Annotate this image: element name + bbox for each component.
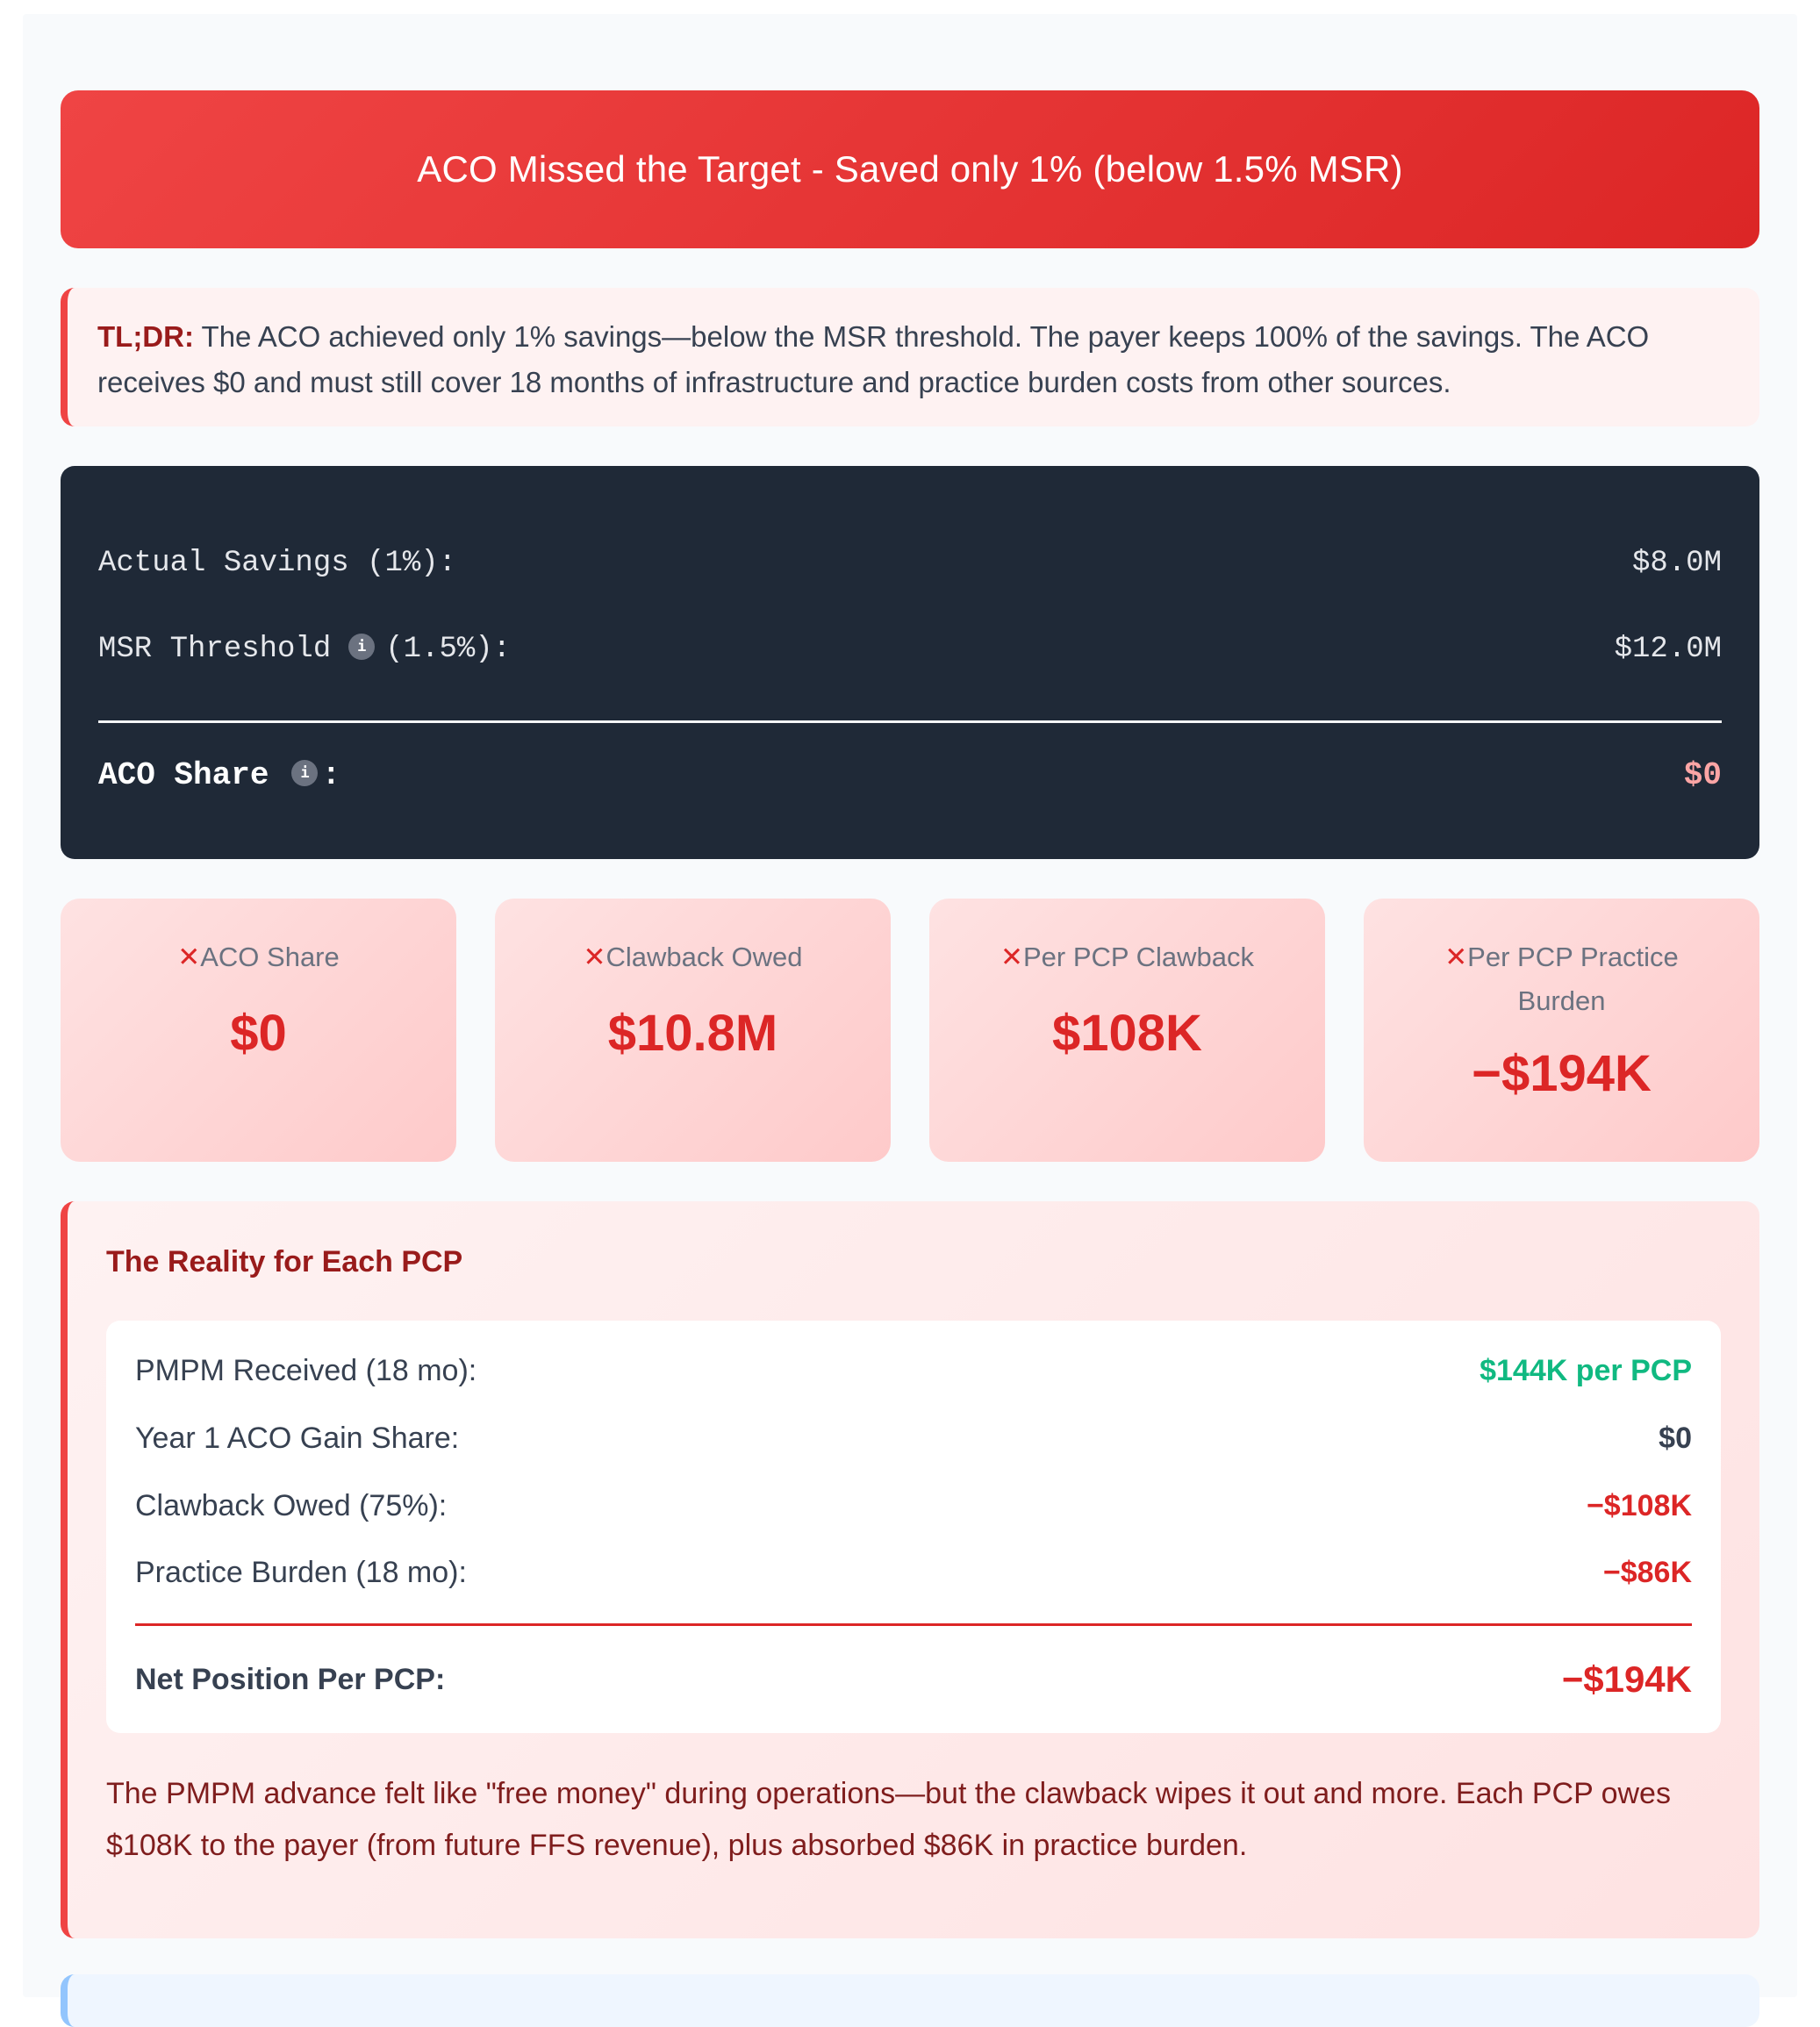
actual-savings-value: $8.0M (1631, 547, 1722, 580)
metric-card-per-pcp-practice-burden (1364, 899, 1759, 1162)
metric-card-label-text: Per PCP Clawback (1022, 942, 1254, 972)
metric-card-clawback-owed (495, 899, 891, 1162)
x-mark-icon: ✕ (177, 942, 201, 972)
page-background (23, 14, 1797, 1997)
info-icon[interactable]: i (291, 760, 318, 786)
banner-title: ACO Missed the Target - Saved only 1% (below 1.5% MSR) (417, 148, 1403, 190)
result-banner (61, 90, 1759, 248)
tldr-label: TL;DR: (97, 320, 194, 353)
divider (98, 720, 1722, 723)
metric-card-label (1364, 935, 1759, 1023)
metric-card-value: $10.8M (607, 1005, 778, 1062)
metric-card-label-text: Per PCP Practice Burden (1467, 942, 1679, 1016)
x-mark-icon: ✕ (1444, 942, 1468, 972)
row-value: −$108K (1586, 1489, 1692, 1522)
aco-share-suffix: : (321, 757, 341, 793)
savings-calculation-panel (61, 466, 1759, 859)
reality-note: The PMPM advance felt like "free money" during operations—but the clawback wipes it out and more. Each PCP owes $108K to the payer (from future FFS revenue), plus absorbed $86K in practice burden. (106, 1777, 1671, 1862)
net-position-value: −$194K (1561, 1658, 1692, 1700)
divider (135, 1623, 1692, 1626)
msr-threshold-value: $12.0M (1614, 633, 1722, 666)
msr-threshold-row (98, 633, 1722, 666)
breakdown-row (135, 1354, 1692, 1388)
aco-share-value: $0 (1683, 757, 1722, 793)
metric-card-aco-share (61, 899, 456, 1162)
row-label: Clawback Owed (75%): (135, 1489, 448, 1522)
metric-card-label (61, 935, 456, 979)
net-position-label: Net Position Per PCP: (135, 1662, 446, 1696)
metric-card-value: $108K (1052, 1005, 1202, 1062)
row-value: $144K per PCP (1480, 1354, 1692, 1387)
aco-share-label-group (98, 757, 340, 793)
metric-card-value: −$194K (1472, 1045, 1652, 1102)
actual-savings-row (98, 547, 1722, 580)
section-title: The Reality for Each PCP (106, 1245, 463, 1279)
breakdown-row (135, 1556, 1692, 1590)
pcp-reality-section (61, 1201, 1759, 1938)
breakdown-row (135, 1422, 1692, 1456)
net-position-row (135, 1658, 1692, 1701)
breakdown-row (135, 1489, 1692, 1523)
row-label: Practice Burden (18 mo): (135, 1556, 467, 1589)
actual-savings-label: Actual Savings (1%): (98, 547, 457, 580)
row-value: $0 (1659, 1422, 1692, 1455)
msr-threshold-suffix: (1.5%): (385, 633, 512, 666)
metric-card-value: $0 (230, 1005, 287, 1062)
x-mark-icon: ✕ (1000, 942, 1023, 972)
metric-card-per-pcp-clawback (929, 899, 1325, 1162)
next-section-edge (61, 1974, 1759, 2027)
pcp-breakdown-table (106, 1321, 1721, 1733)
row-value: −$86K (1602, 1556, 1692, 1589)
aco-share-row (98, 757, 1722, 793)
row-label: Year 1 ACO Gain Share: (135, 1422, 460, 1455)
msr-threshold-label: MSR Threshold (98, 633, 332, 666)
metric-card-label-text: Clawback Owed (605, 942, 803, 972)
metric-card-label (929, 935, 1325, 979)
metric-card-label (495, 935, 891, 979)
tldr-text: The ACO achieved only 1% savings—below the MSR threshold. The payer keeps 100% of the savings. The ACO receives $0 and must still cover 18 months of infrastructure and practice burden costs from other sources. (97, 320, 1650, 398)
metric-cards (61, 899, 1759, 1162)
row-label: PMPM Received (18 mo): (135, 1354, 477, 1387)
info-icon[interactable]: i (348, 634, 375, 660)
metric-card-label-text: ACO Share (200, 942, 340, 972)
tldr-callout (61, 288, 1759, 426)
msr-threshold-label-group (98, 633, 511, 666)
x-mark-icon: ✕ (583, 942, 606, 972)
aco-share-label: ACO Share (98, 757, 269, 793)
